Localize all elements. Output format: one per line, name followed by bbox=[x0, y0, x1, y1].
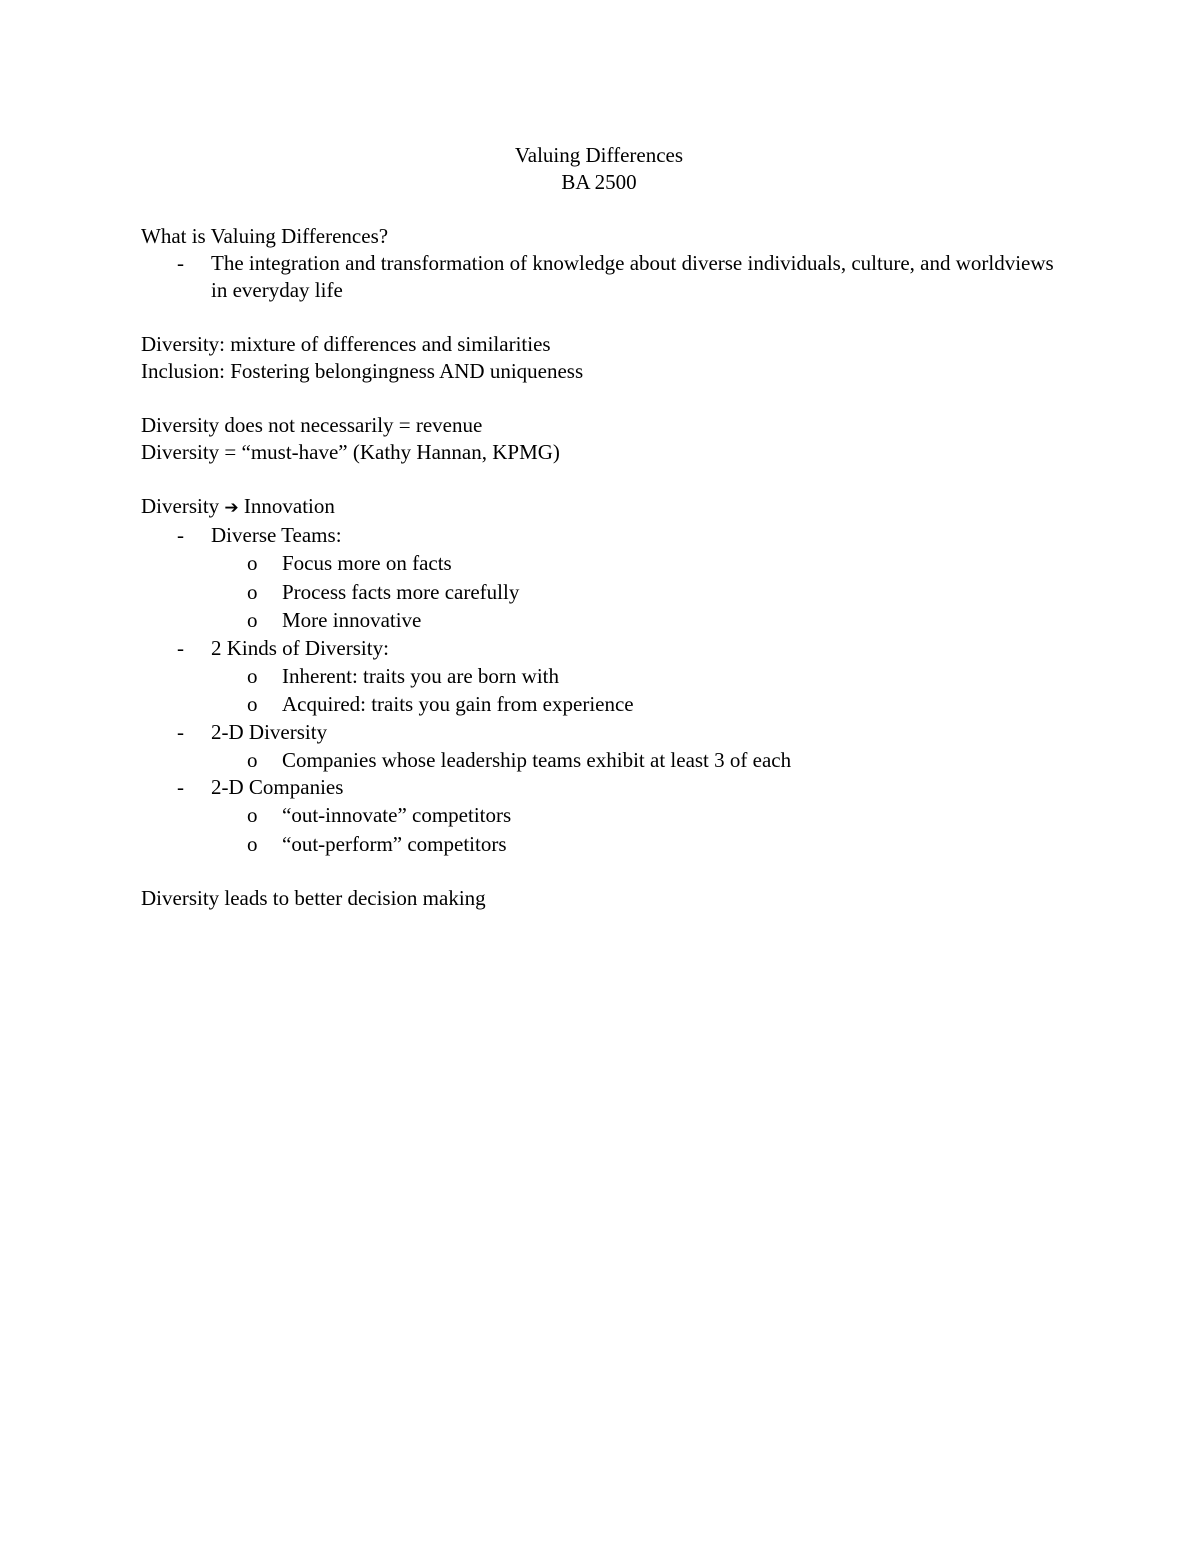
group-label: Diverse Teams: bbox=[211, 523, 342, 547]
document-title: Valuing Differences bbox=[514, 143, 684, 167]
circle-marker: o bbox=[247, 831, 258, 856]
dash-marker: - bbox=[177, 775, 184, 799]
dash-marker: - bbox=[177, 523, 184, 547]
circle-marker: o bbox=[247, 551, 258, 575]
sub-item bbox=[141, 690, 1061, 719]
sub-item bbox=[141, 801, 1061, 830]
sub-item bbox=[141, 606, 1061, 635]
definition-bullet bbox=[141, 250, 1061, 304]
group-item bbox=[141, 522, 1061, 549]
circle-marker: o bbox=[247, 608, 258, 632]
definition-text: The integration and transformation of knowledge about diverse individuals, culture, and worldviews in everyday life bbox=[211, 251, 1054, 302]
circle-marker: o bbox=[247, 803, 258, 827]
dash-marker: - bbox=[177, 635, 184, 660]
document-body bbox=[141, 142, 1061, 912]
sub-item bbox=[141, 746, 1061, 775]
sub-item-text: Focus more on facts bbox=[282, 551, 452, 575]
sub-item-text: Companies whose leadership teams exhibit at least 3 of each bbox=[282, 747, 792, 772]
arrow-right-icon: ➔ bbox=[224, 498, 239, 518]
innovation-left: Diversity bbox=[141, 494, 220, 518]
must-have-statement: Diversity = “must-have” (Kathy Hannan, KPMG) bbox=[141, 440, 560, 464]
sub-item bbox=[141, 662, 1061, 691]
group-label: 2 Kinds of Diversity: bbox=[211, 635, 389, 660]
group-label: 2-D Companies bbox=[211, 775, 344, 799]
group-label: 2-D Diversity bbox=[211, 719, 328, 744]
dash-marker: - bbox=[177, 251, 184, 275]
circle-marker: o bbox=[247, 663, 258, 688]
group-item bbox=[141, 635, 1061, 662]
sub-item bbox=[141, 830, 1061, 859]
sub-item-text: “out-innovate” competitors bbox=[282, 803, 512, 827]
revenue-statement: Diversity does not necessarily = revenue bbox=[141, 413, 483, 437]
sub-item bbox=[141, 549, 1061, 578]
diversity-definition: Diversity: mixture of differences and similarities bbox=[141, 332, 551, 356]
sub-item-text: Acquired: traits you gain from experience bbox=[282, 692, 634, 716]
circle-marker: o bbox=[247, 692, 258, 716]
conclusion: Diversity leads to better decision making bbox=[141, 886, 486, 910]
circle-marker: o bbox=[247, 579, 258, 604]
sub-item-text: Inherent: traits you are born with bbox=[282, 663, 559, 688]
innovation-list bbox=[141, 522, 1061, 858]
section-heading: What is Valuing Differences? bbox=[141, 224, 389, 248]
sub-item bbox=[141, 578, 1061, 607]
innovation-right: Innovation bbox=[243, 494, 335, 518]
course-code: BA 2500 bbox=[561, 170, 637, 194]
innovation-heading bbox=[141, 493, 1061, 522]
inclusion-definition: Inclusion: Fostering belongingness AND uniqueness bbox=[141, 359, 584, 383]
sub-item-text: Process facts more carefully bbox=[282, 579, 520, 604]
circle-marker: o bbox=[247, 747, 258, 772]
group-item bbox=[141, 719, 1061, 746]
sub-item-text: More innovative bbox=[282, 608, 422, 632]
group-item bbox=[141, 774, 1061, 801]
dash-marker: - bbox=[177, 719, 184, 744]
sub-item-text: “out-perform” competitors bbox=[282, 831, 507, 856]
